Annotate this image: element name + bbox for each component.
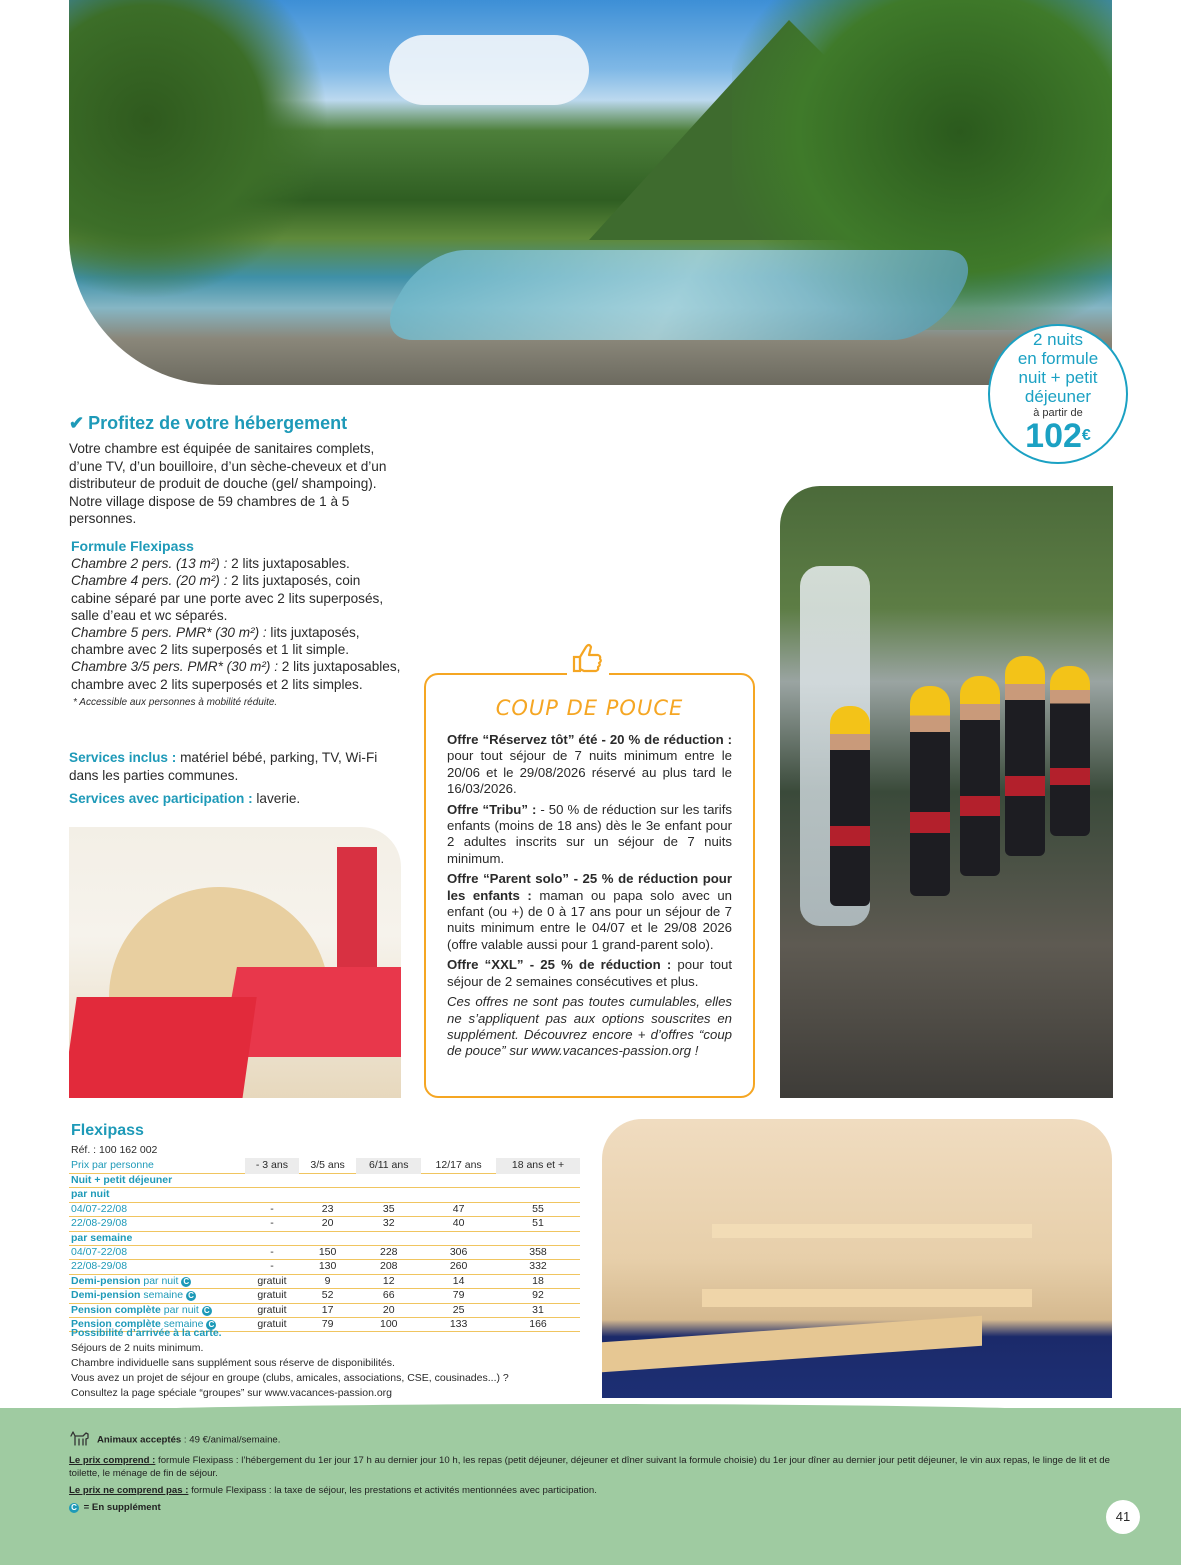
supplement-icon: C — [202, 1306, 212, 1316]
supplement-icon: C — [206, 1320, 216, 1330]
pricing-notes: Possibilité d’arrivée à la carte. Séjours de 2 nuits minimum. Chambre individuelle sans supplément sous réserve de disponibilités. Vous avez un projet de séjour en groupe (clubs, amicales, associations, CSE, cousinades...) ? Consultez la page spéciale “groupes” sur www.vacances-passion.org — [71, 1326, 591, 1401]
legend-line: C = En supplément — [69, 1501, 1114, 1514]
supplement-icon: C — [181, 1277, 191, 1287]
supplement-icon: C — [186, 1291, 196, 1301]
dog-icon — [69, 1430, 91, 1450]
coup-de-pouce-offers — [447, 732, 732, 1064]
check-icon: ✔ — [69, 413, 85, 433]
badge-from: à partir de — [1033, 407, 1083, 419]
table-row: 22/08-29/08 - 20 32 40 51 — [69, 1217, 580, 1231]
badge-line-4: déjeuner — [1024, 387, 1092, 406]
canyoning-photo — [780, 486, 1113, 1098]
thumbs-up-icon — [567, 638, 609, 680]
offer-item: Offre “XXL” - 25 % de réduction : pour tout séjour de 2 semaines consécutives et plus. — [447, 957, 732, 989]
services — [69, 749, 409, 808]
excludes-line: Le prix ne comprend pas : formule Flexipass : la taxe de séjour, les prestations et activités mentionnées avec participation. — [69, 1485, 597, 1496]
offers-footer: Ces offres ne sont pas toutes cumulables, elles ne s’appliquent pas aux options souscrites en supplément. Découvrez encore + d’offres “coup de pouce” sur www.vacances-passion.org ! — [447, 994, 732, 1059]
supplement-icon: C — [69, 1503, 79, 1513]
footer-text — [69, 1430, 1114, 1518]
formule-title: Formule Flexipass — [71, 538, 194, 554]
table-row: Demi-pension par nuit C gratuit 9 12 14 18 — [69, 1274, 580, 1288]
offer-item: Offre “Tribu” : - 50 % de réduction sur les tarifs enfants (moins de 18 ans) dès le 3e enfant pour 2 adultes inscrits sur un séjour de 7 nuits minimum. — [447, 801, 732, 866]
room-item: Chambre 3/5 pers. PMR* (30 m²) : 2 lits juxtaposables, chambre avec 2 lits superposés et 2 lits simples. — [71, 659, 401, 692]
badge-line-1: 2 nuits — [1032, 330, 1084, 349]
pricing-ref: Réf. : 100 162 002 — [71, 1144, 158, 1156]
table-row: par semaine — [69, 1231, 580, 1245]
table-row: Nuit + petit déjeuner — [69, 1174, 580, 1188]
table-row: Pension complète semaine C gratuit 79 100 133 166 — [69, 1318, 580, 1332]
includes-line: Le prix comprend : formule Flexipass : l’hébergement du 1er jour 17 h au dernier jour 10 h, les repas (petit déjeuner, déjeuner et dîner suivant la formule choisie) du 1er jour dîner au dernier jour petit déjeuner, le vin aux repas, le linge de lit et de toilette, le ménage de fin de séjour. — [69, 1455, 1110, 1479]
pricing-table — [69, 1158, 580, 1332]
table-header: Prix par personne - 3 ans 3/5 ans 6/11 ans 12/17 ans 18 ans et + — [69, 1158, 580, 1174]
price-badge — [988, 324, 1128, 464]
table-row: Pension complète par nuit C gratuit 17 20 25 31 — [69, 1303, 580, 1317]
pets-line: Animaux acceptés : 49 €/animal/semaine. — [69, 1430, 1114, 1450]
badge-currency: € — [1081, 427, 1091, 444]
badge-price: 102 — [1025, 417, 1082, 455]
table-row: 22/08-29/08 - 130 208 260 332 — [69, 1260, 580, 1274]
coup-de-pouce-title: COUP DE POUCE — [495, 696, 684, 720]
offer-item: Offre “Réservez tôt” été - 20 % de réduction : pour tout séjour de 7 nuits minimum entre le 20/06 et le 29/08/2026 réservé au plus tard le 16/03/2026. — [447, 732, 732, 797]
bedroom-photo — [69, 827, 401, 1098]
offer-item: Offre “Parent solo” - 25 % de réduction pour les enfants : maman ou papa solo avec un enfant (ou +) de 0 à 17 ans pour un séjour de 7 nuits minimum entre le 04/07 et le 29/08 2026 (offre valable aussi pour 1 grand-parent solo). — [447, 871, 732, 952]
section-title: ✔ Profitez de votre hébergement — [69, 413, 348, 433]
room-item: Chambre 2 pers. (13 m²) : 2 lits juxtaposables. — [71, 556, 350, 572]
services-paid: Services avec participation : laverie. — [69, 791, 301, 806]
badge-line-3: nuit + petit — [1018, 368, 1098, 387]
note-line: Séjours de 2 nuits minimum. — [71, 1342, 204, 1354]
badge-line-2: en formule — [1017, 349, 1099, 368]
hero-photo-river-valley — [69, 0, 1112, 385]
room-item: Chambre 4 pers. (20 m²) : 2 lits juxtaposés, coin cabine séparé par une porte avec 2 lits superposés, salle d’eau et wc séparés. — [71, 573, 384, 623]
table-row: Demi-pension semaine C gratuit 52 66 79 92 — [69, 1289, 580, 1303]
formule-flexipass — [71, 538, 403, 711]
table-row: 04/07-22/08 - 150 228 306 358 — [69, 1246, 580, 1260]
table-row: 04/07-22/08 - 23 35 47 55 — [69, 1202, 580, 1216]
pmr-note: * Accessible aux personnes à mobilité réduite. — [73, 696, 278, 708]
table-row: par nuit — [69, 1188, 580, 1202]
sauna-photo — [602, 1119, 1112, 1398]
note-line: Vous avez un projet de séjour en groupe (clubs, amicales, associations, CSE, cousinades...) ? — [71, 1372, 509, 1384]
accommodation-intro: Votre chambre est équipée de sanitaires complets, d’une TV, d’un bouilloire, d’un sèche-cheveux et d’un distributeur de produit de douche (gel/ shampoing). Notre village dispose de 59 chambres de 1 à 5 personnes. — [69, 441, 387, 526]
pricing-title: Flexipass — [71, 1122, 144, 1139]
services-included: Services inclus : matériel bébé, parking, TV, Wi-Fi dans les parties communes. — [69, 750, 378, 783]
room-item: Chambre 5 pers. PMR* (30 m²) : lits juxtaposés, chambre avec 2 lits superposés et 1 lit simple. — [71, 625, 360, 658]
note-line: Consultez la page spéciale “groupes” sur www.vacances-passion.org — [71, 1387, 392, 1399]
note-line: Chambre individuelle sans supplément sous réserve de disponibilités. — [71, 1357, 395, 1369]
page-number: 41 — [1106, 1500, 1140, 1534]
